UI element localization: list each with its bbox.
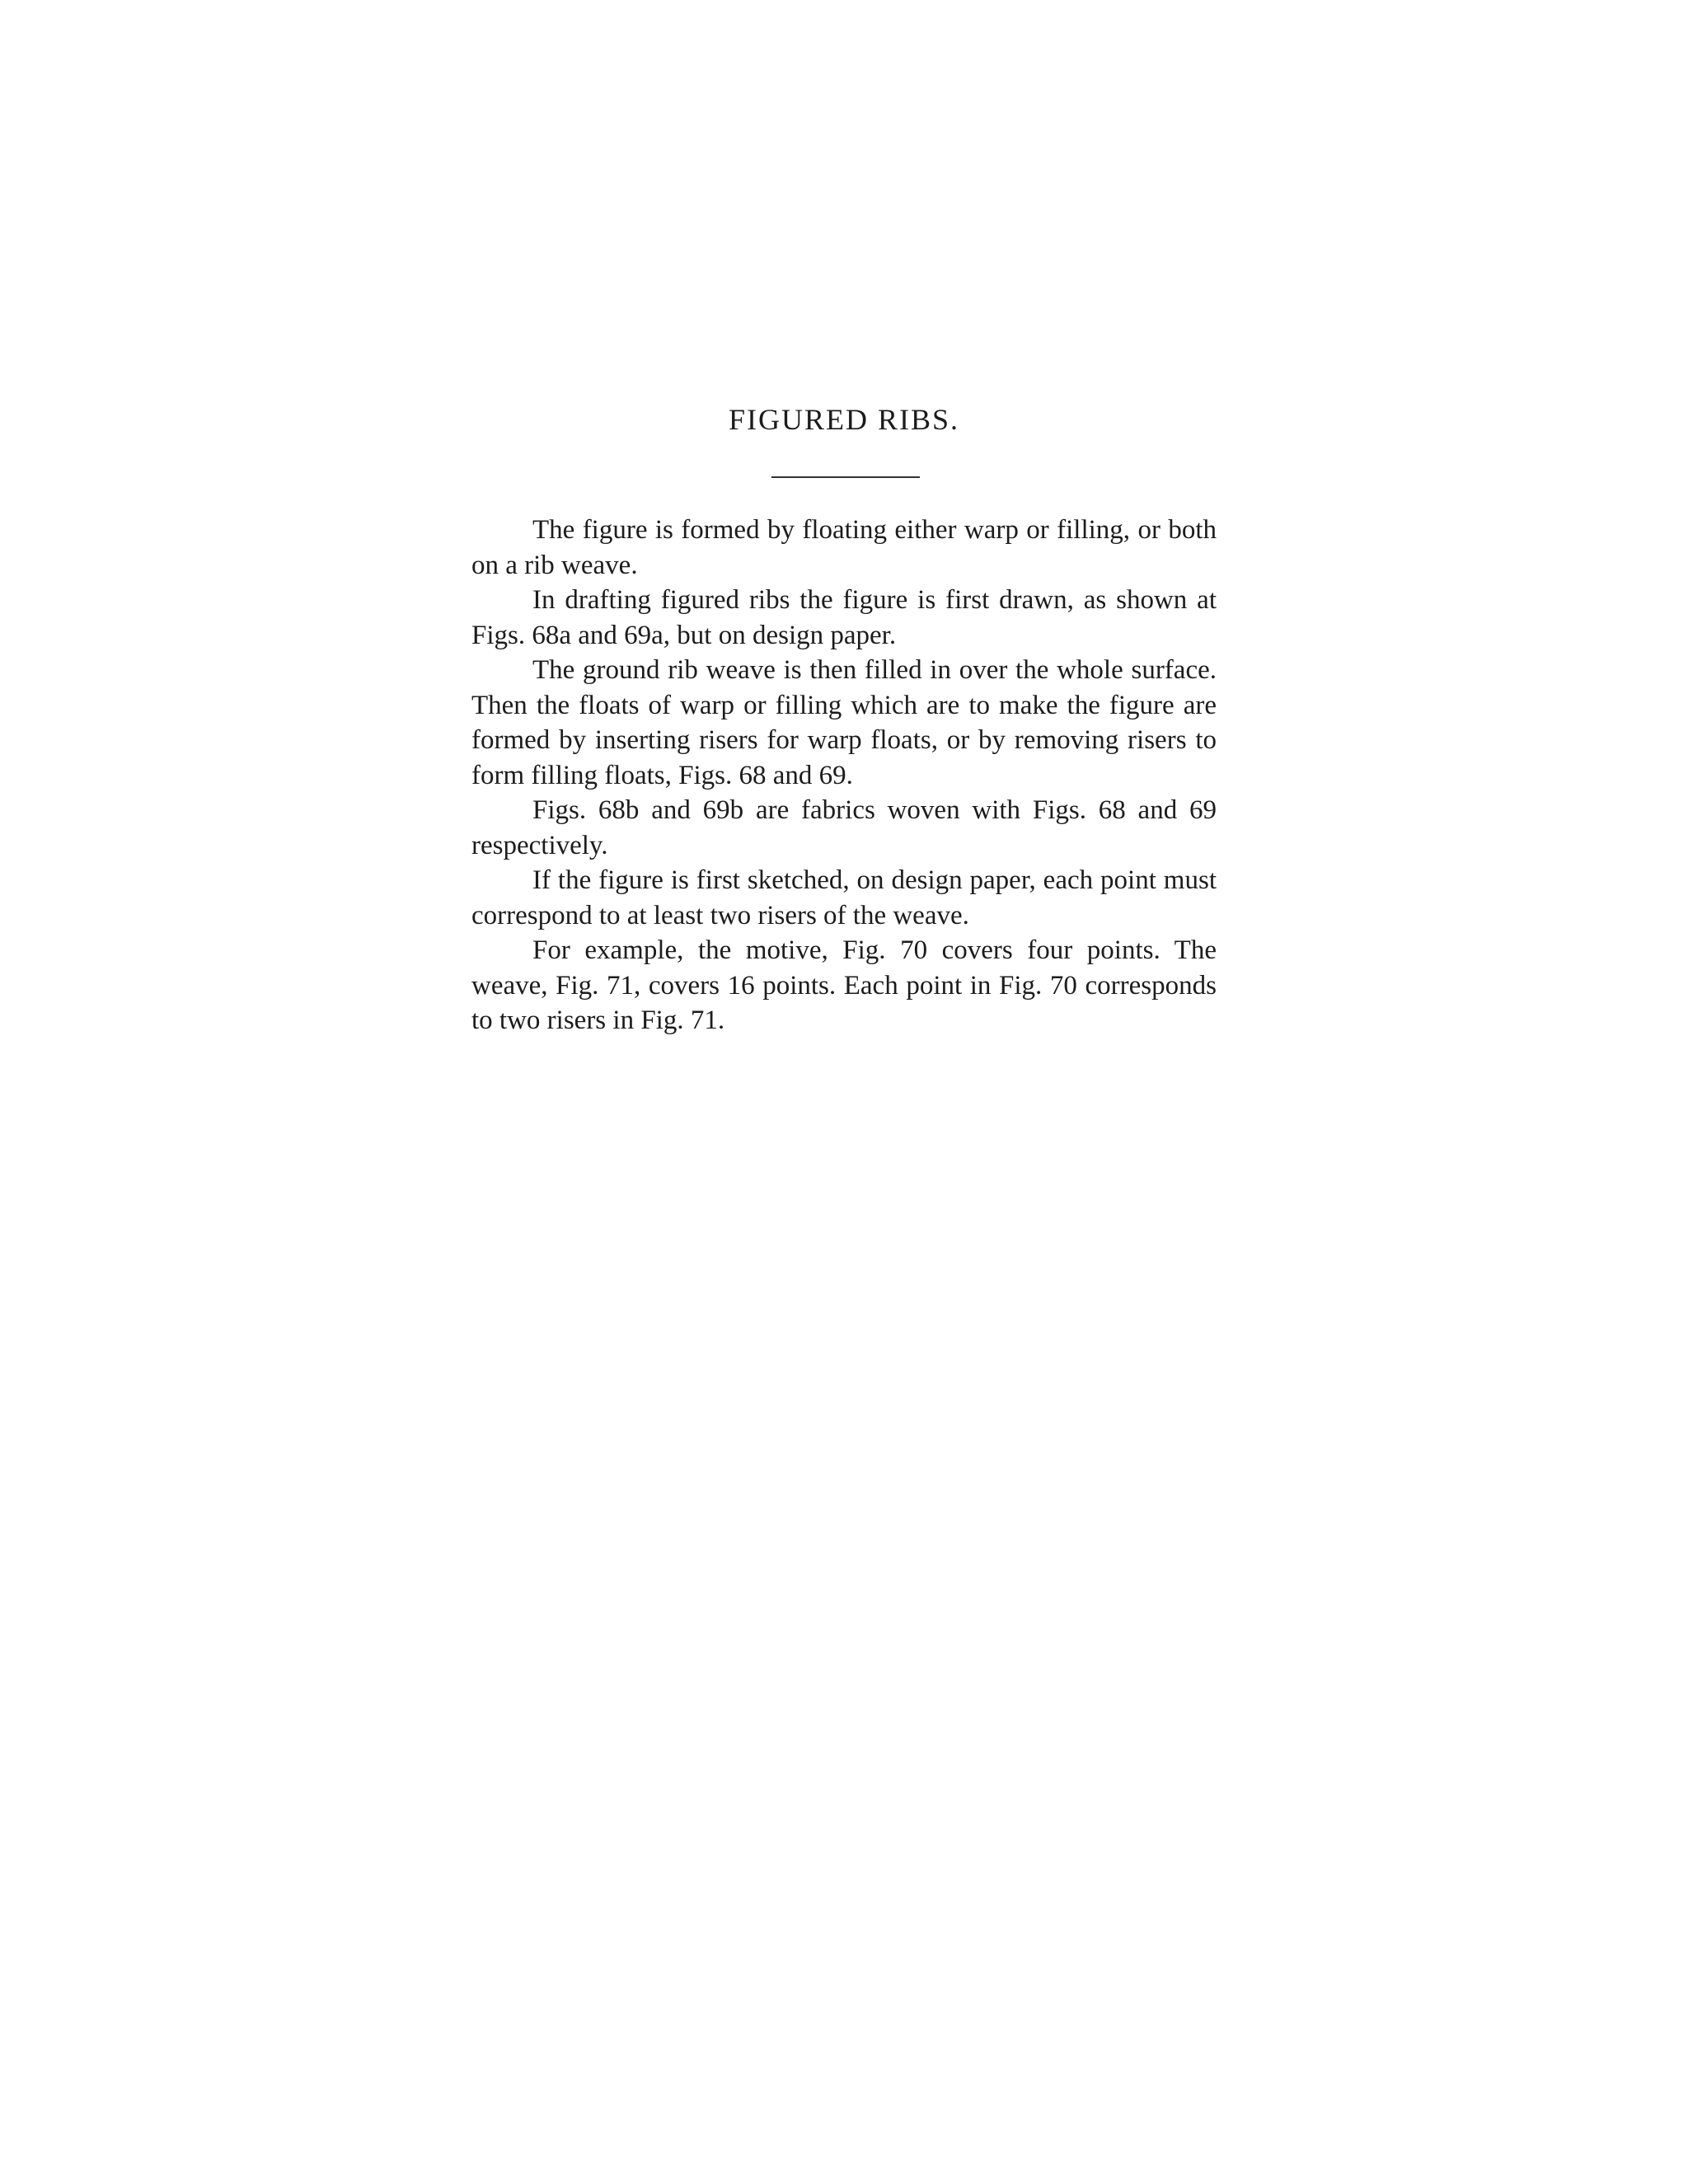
- paragraph-4: Figs. 68b and 69b are fabrics woven with Figs. 68 and 69 respectively.: [471, 795, 1217, 860]
- paragraph-1: The figure is formed by floating either warp or filling, or both on a rib weave.: [471, 515, 1217, 580]
- paragraph-5: If the figure is first sketched, on design paper, each point must correspond to at least two risers of the weave.: [471, 865, 1217, 930]
- body-text: [471, 513, 1217, 1038]
- paragraph-3: The ground rib weave is then filled in over the whole surface. Then the floats of warp or filling which are to make the figure are formed by inserting risers for warp floats, or by removing risers to form filling floats, Figs. 68 and 69.: [471, 655, 1217, 790]
- paragraph-6: For example, the motive, Fig. 70 covers four points. The weave, Fig. 71, covers 16 points. Each point in Fig. 70 corresponds to two risers in Fig. 71.: [471, 935, 1217, 1035]
- title-divider: [771, 476, 920, 478]
- page-title: FIGURED RIBS.: [728, 403, 960, 436]
- paragraph-2: In drafting figured ribs the figure is first drawn, as shown at Figs. 68a and 69a, but on design paper.: [471, 585, 1217, 650]
